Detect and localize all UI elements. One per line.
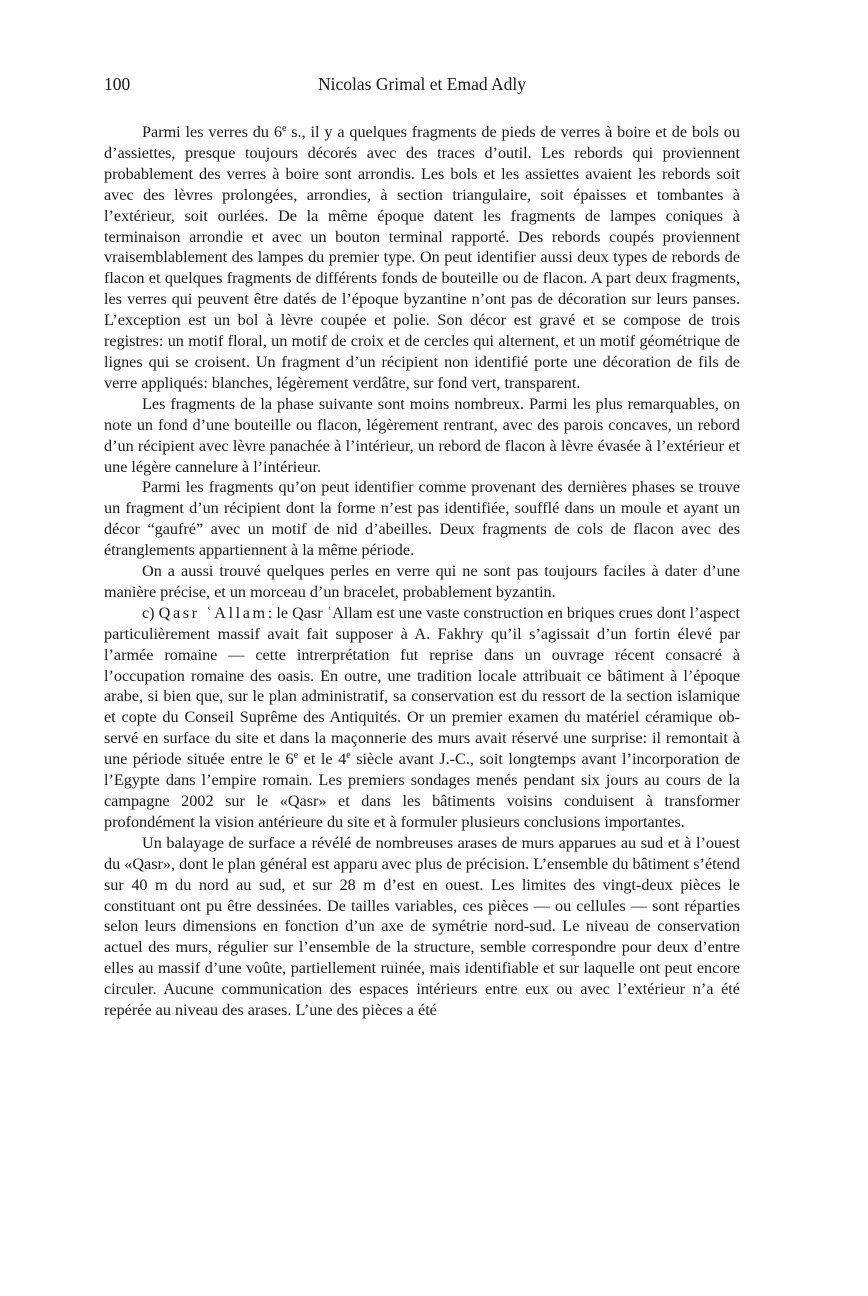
text-run: Parmi les fragments qu’on peut identifier comme provenant des dernières phases se trouve un fragment d’un récipient dont la forme n’est pas identifiée, soufflé dans un moule et ayant un décor “gaufré” avec un motif de nid d’abeilles. Deux fragments de cols de flacon avec des étranglements appartiennent à la même période.: [104, 478, 740, 560]
superscript: e: [293, 750, 299, 762]
section-heading: Qasr ʿAllam: [158, 603, 268, 622]
page-header: [104, 74, 740, 98]
text-run: Les fragments de la phase suivante sont moins nombreux. Parmi les plus remarquables, on note un fond d’une bouteille ou flacon, légèrement rentrant, avec des parois concaves, un rebord d’un récipient avec lèvre panachée à l’intérieur, un rebord de flacon à lèvre évasée à l’extérieur et une légère cannelure à l’intérieur.: [104, 394, 740, 476]
paragraph: [104, 122, 740, 394]
superscript: e: [346, 750, 351, 762]
text-run: : le Qasr ʿAllam est une vaste construction en briques crues dont l’aspect particulièrement massif avait fait supposer à A. Fakhry qu’il s’agissait d’un fortin élevé par l’armée romaine — cette intrerprétation fut reprise dans un ouvrage récent consacré à l’occupation romaine des oasis. En outre, une tradition locale attribuait ce bâtiment à l’époque arabe, si bien que, sur le plan administratif, sa conservation est du ressort de la section islamique et copte du Conseil Suprême des Antiquités. Or un premier examen du matériel céramique observé en surface du site et dans la maçonnerie des murs avait réservé une surprise: il remontait à une période située entre le 6: [104, 603, 740, 769]
paragraph: [104, 833, 740, 1021]
superscript: e: [281, 123, 287, 134]
text-run: et le 4: [298, 750, 347, 769]
text-run: Parmi les verres du 6: [142, 123, 282, 141]
running-title: Nicolas Grimal et Emad Adly: [317, 74, 526, 94]
text-run: On a aussi trouvé quelques perles en verre qui ne sont pas toujours faciles à dater d’une manière précise, et un morceau d’un bracelet, probablement byzantin.: [104, 562, 740, 601]
text-run: c): [142, 603, 159, 622]
page-number: 100: [104, 74, 131, 94]
paragraph: [104, 561, 740, 603]
paragraph: [104, 394, 740, 478]
body-text: [104, 122, 740, 1021]
paragraph: [104, 477, 740, 561]
paragraph: [104, 603, 740, 833]
text-run: Un balayage de surface a révélé de nombreuses arases de murs apparues au sud et à l’ouest du «Qasr», dont le plan général est apparu avec plus de précision. L’ensemble du bâtiment s’étend sur 40 m du nord au sud, et sur 28 m d’est en ouest. Les limites des vingt-deux pièces le constituant ont pu être dessinées. De tailles variables, ces pièces — ou cellules — sont réparties selon leurs dimensions en fonction d’un axe de symétrie nord-sud. Le niveau de conservation actuel des murs, régulier sur l’ensemble de la structure, semble correspondre pour deux d’entre elles au massif d’une voûte, partiellement ruinée, mais identifiable et sur laquelle ont peut encore circuler. Aucune communication des espaces intérieurs entre eux ou avec l’extérieur n’a été repérée au niveau des arases. L’une des pièces a été: [104, 833, 740, 1020]
text-run: siècle avant J.-C., soit longtemps avant l’incorporation de l’Egypte dans l’empire romain. Les premiers sondages menés pendant six jours au cours de la campagne 2002 sur le «Qasr» et dans les bâtiments voisins conduisent à transformer profondément la vision antérieure du site et à formuler plusieurs conclusions importantes.: [104, 750, 740, 831]
text-run: s., il y a quelques fragments de pieds de verres à boire et de bols ou d’assiettes, presque toujours décorés avec des traces d’outil. Les rebords qui proviennent probablement des verres à boire sont arrondis. Les bols et les assiettes avaient les rebords soit avec des lèvres prolongées, arrondies, à section triangulaire, soit épaisses et tombantes à l’extérieur, soit ourlées. De la même époque datent les fragments de lampes coniques à terminaison arrondie et avec un bouton terminal rapporté. Des rebords coupés proviennent vraisemblablement des lampes du premier type. On peut identifier aussi deux types de rebords de flacon et quelques fragments de différents fonds de bouteille ou de flacon. A part deux fragments, les verres qui peuvent être datés de l’époque byzantine n’ont pas de décoration sur leurs panses. L’exception est un bol à lèvre coupée et polie. Son décor est gravé et se compose de trois registres: un motif floral, un motif de croix et de cercles qui alternent, et un motif géométrique de lignes qui se croisent. Un fragment d’un récipient non identifié porte une décoration de fils de verre appliqués: blanches, légèrement verdâtre, sur fond vert, transparent.: [104, 123, 740, 392]
